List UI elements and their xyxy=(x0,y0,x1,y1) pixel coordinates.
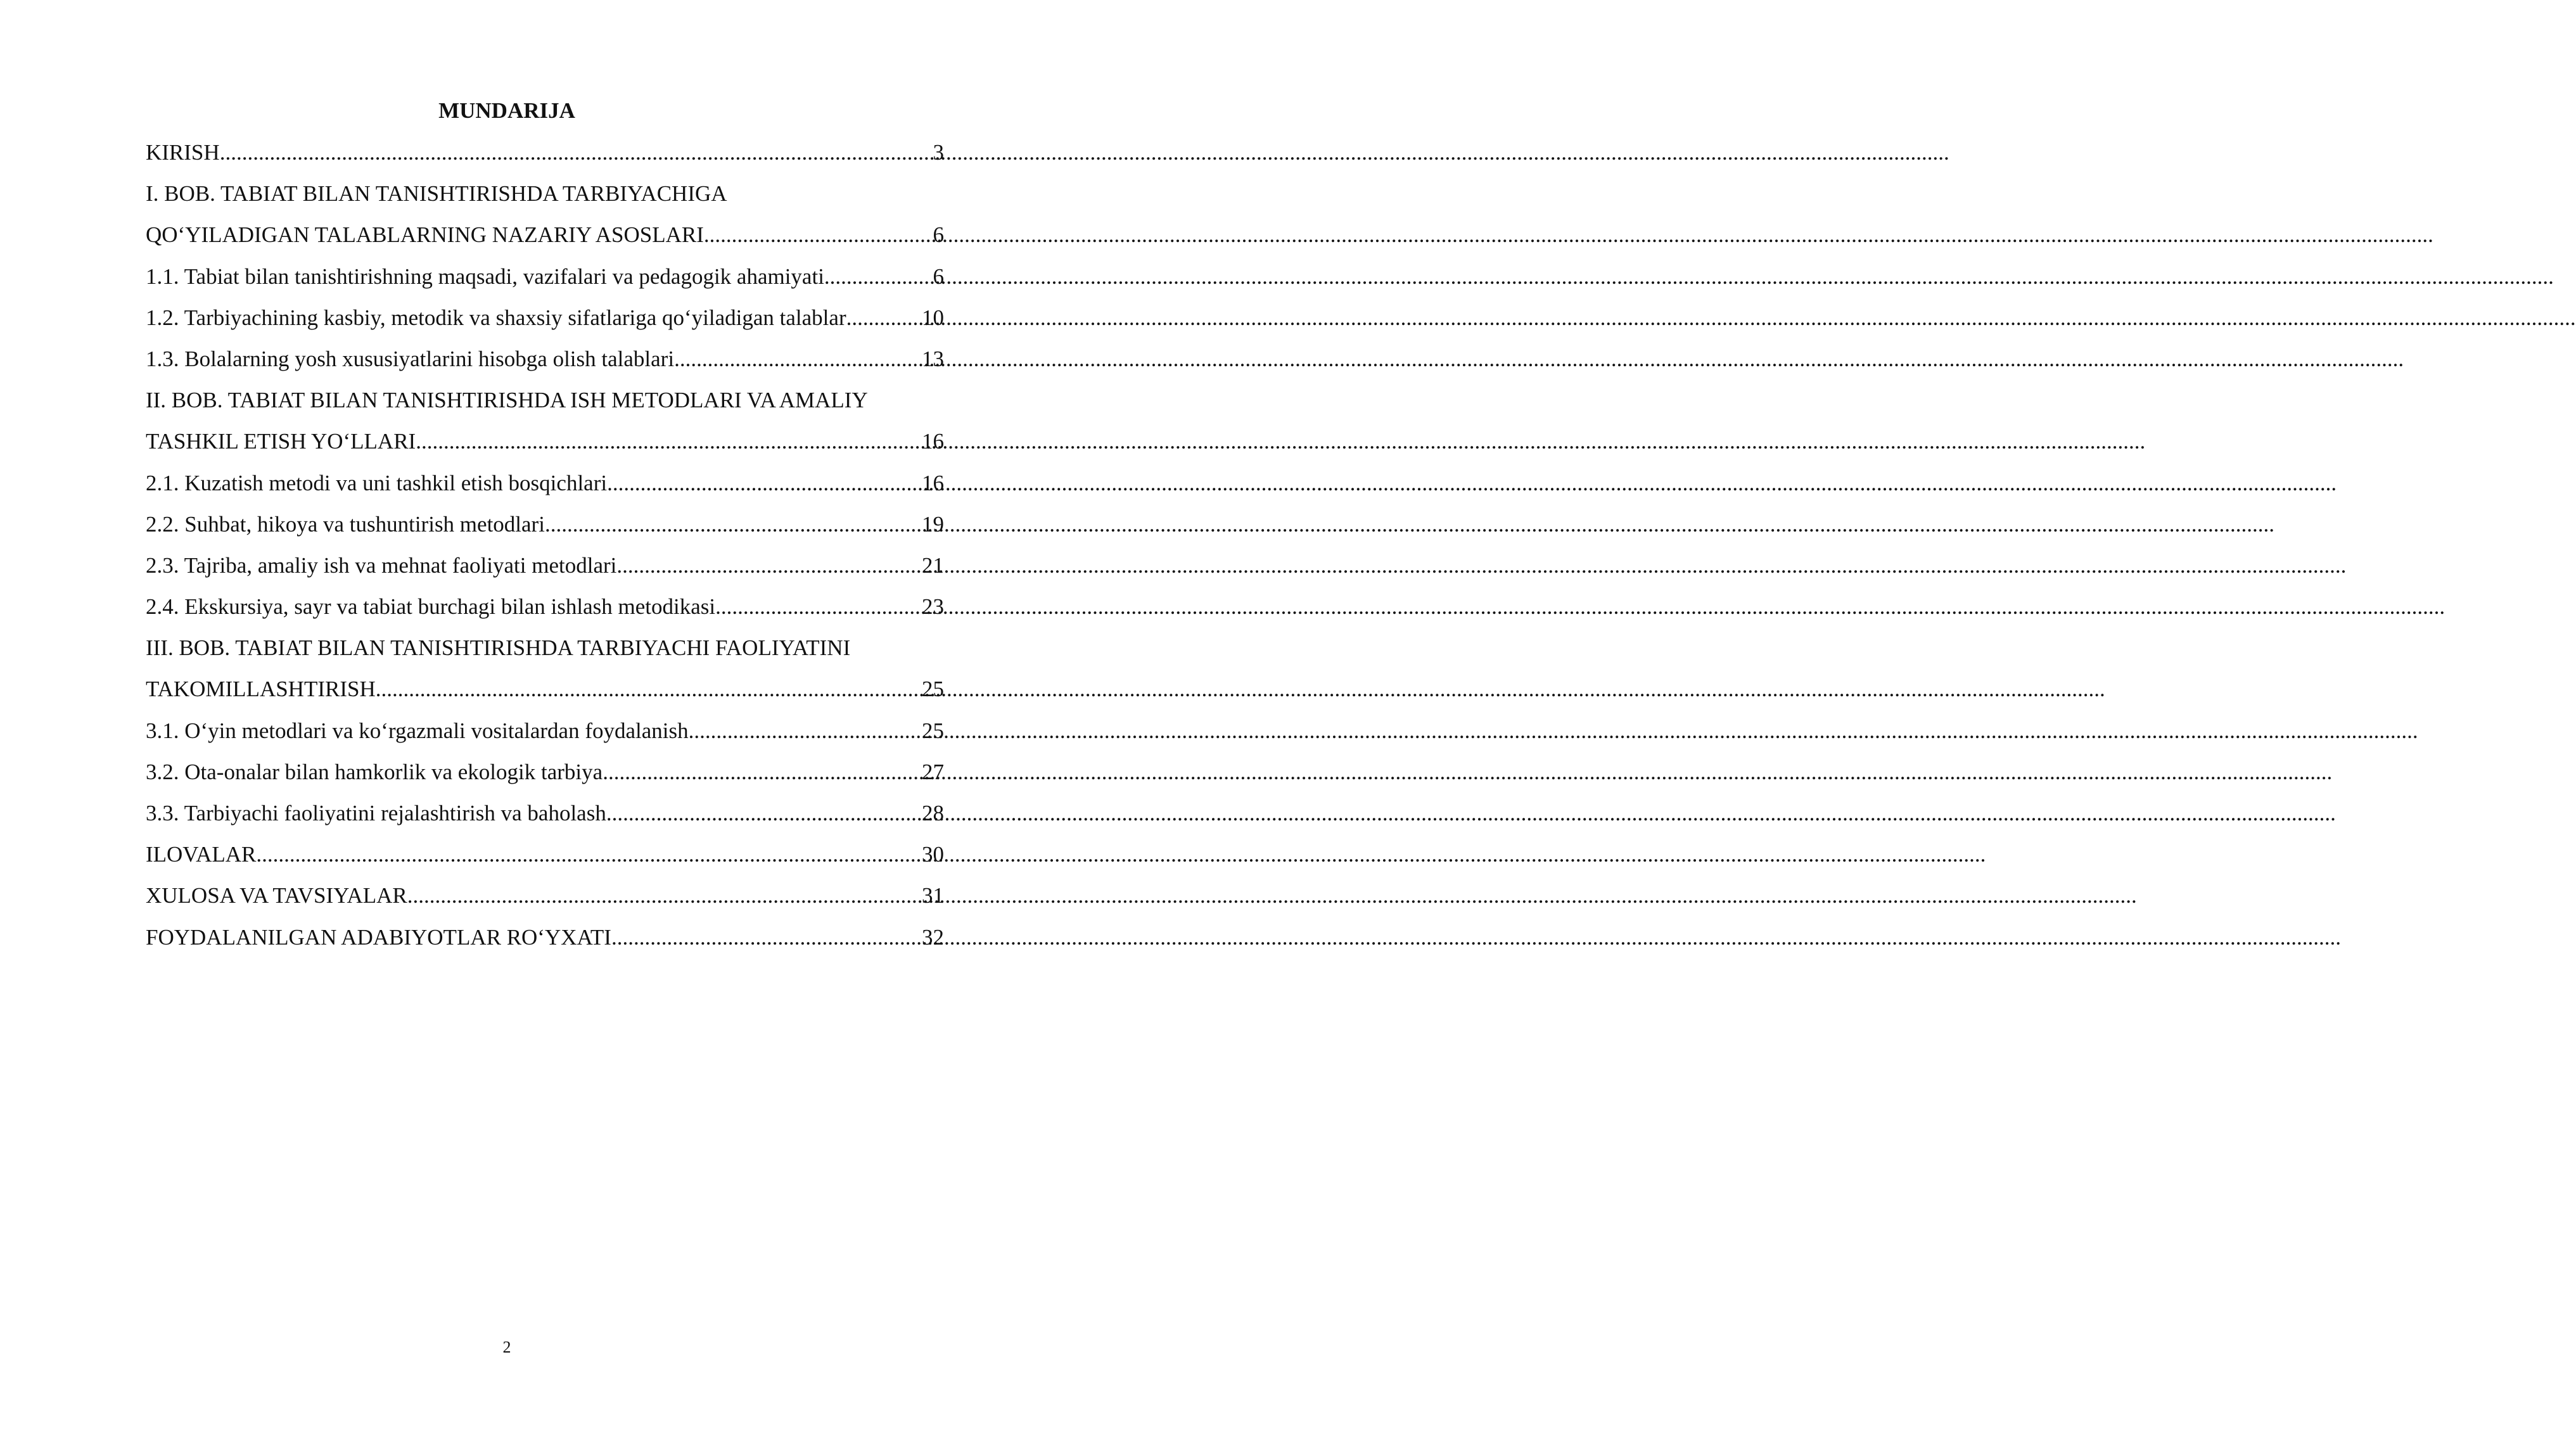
toc-entry-text: 3.1. O‘yin metodlari va ko‘rgazmali vositalardan foydalanish xyxy=(146,718,689,743)
toc-section-3-1 xyxy=(146,716,944,758)
document-page xyxy=(0,0,1014,1433)
toc-chapter-3 xyxy=(146,675,944,716)
toc-entry-text: QO‘YILADIGAN TALABLARNING NAZARIY ASOSLARI xyxy=(146,222,704,248)
toc-entry-page: 32 xyxy=(922,924,944,950)
toc-dot-leader xyxy=(606,799,922,828)
toc-entry-page: 16 xyxy=(922,429,944,454)
toc-dot-leader xyxy=(715,592,922,621)
toc-section-3-2 xyxy=(146,758,944,799)
toc-entry-kirish xyxy=(146,138,944,179)
toc-entry-page: 31 xyxy=(922,883,944,908)
toc-entry-page: 27 xyxy=(922,759,944,784)
toc-dot-leader xyxy=(689,716,922,746)
toc-section-2-2 xyxy=(146,510,944,551)
toc-chapter-3-heading: III. BOB. TABIAT BILAN TANISHTIRISHDA TARBIYACHI FAOLIYATINI xyxy=(146,635,851,661)
toc-entry-text: TAKOMILLASHTIRISH xyxy=(146,677,376,702)
toc-section-3-3 xyxy=(146,799,944,840)
toc-dot-leader xyxy=(846,303,922,333)
toc-entry-page: 13 xyxy=(922,346,944,371)
toc-dot-leader xyxy=(376,675,922,704)
toc-entry-text: 2.2. Suhbat, hikoya va tushuntirish metodlari xyxy=(146,511,545,537)
toc-dot-leader xyxy=(824,262,933,291)
toc-entry-page: 6 xyxy=(933,222,944,248)
toc-entry-page: 3 xyxy=(933,140,944,165)
toc-entry-text: 1.1. Tabiat bilan tanishtirishning maqsadi, vazifalari va pedagogik ahamiyati xyxy=(146,264,824,289)
toc-dot-leader xyxy=(607,469,922,498)
toc-entry-page: 6 xyxy=(933,264,944,289)
toc-entry-page: 25 xyxy=(922,677,944,702)
toc-dot-leader xyxy=(704,220,933,250)
toc-dot-leader xyxy=(674,345,922,374)
toc-section-1-1 xyxy=(146,262,944,303)
toc-entry-text: KIRISH xyxy=(146,140,220,165)
toc-dot-leader xyxy=(256,840,922,869)
toc-entry-page: 16 xyxy=(922,470,944,495)
page-number: 2 xyxy=(502,1338,511,1356)
toc-entry-page: 28 xyxy=(922,801,944,825)
toc-entry-text: 1.3. Bolalarning yosh xususiyatlarini hisobga olish talablari xyxy=(146,346,675,371)
toc-chapter-1-heading: I. BOB. TABIAT BILAN TANISHTIRISHDA TARBIYACHIGA xyxy=(146,181,727,207)
table-of-contents xyxy=(146,138,944,964)
toc-entry-text: 3.2. Ota-onalar bilan hamkorlik va ekologik tarbiya xyxy=(146,759,603,784)
toc-entry-adabiyotlar xyxy=(146,923,944,964)
toc-dot-leader xyxy=(407,881,922,910)
toc-dot-leader xyxy=(603,758,922,787)
toc-section-2-4 xyxy=(146,592,944,634)
toc-entry-page: 30 xyxy=(922,842,944,867)
toc-entry-xulosa xyxy=(146,881,944,922)
toc-entry-text: ILOVALAR xyxy=(146,842,257,867)
toc-entry-text: 2.4. Ekskursiya, sayr va tabiat burchagi bilan ishlash metodikasi xyxy=(146,594,716,620)
toc-dot-leader xyxy=(416,427,922,456)
toc-title: MUNDARIJA xyxy=(438,98,575,123)
toc-entry-text: FOYDALANILGAN ADABIYOTLAR RO‘YXATI xyxy=(146,924,611,950)
toc-entry-text: 3.3. Tarbiyachi faoliyatini rejalashtirish va baholash xyxy=(146,801,606,825)
toc-entry-page: 10 xyxy=(922,305,944,330)
toc-entry-page: 21 xyxy=(922,552,944,578)
toc-section-2-1 xyxy=(146,469,944,510)
toc-chapter-2-heading: II. BOB. TABIAT BILAN TANISHTIRISHDA ISH METODLARI VA AMALIY xyxy=(146,388,868,413)
toc-entry-text: TASHKIL ETISH YO‘LLARI xyxy=(146,429,416,454)
toc-dot-leader xyxy=(220,138,933,167)
toc-section-2-3 xyxy=(146,551,944,592)
toc-chapter-1 xyxy=(146,220,944,262)
toc-dot-leader xyxy=(545,510,922,539)
toc-entry-page: 23 xyxy=(922,594,944,620)
toc-dot-leader xyxy=(611,923,922,952)
toc-entry-page: 25 xyxy=(922,718,944,743)
toc-chapter-2 xyxy=(146,427,944,468)
toc-dot-leader xyxy=(616,551,922,580)
toc-section-1-3 xyxy=(146,345,944,386)
toc-section-1-2 xyxy=(146,303,944,345)
toc-entry-text: 2.3. Tajriba, amaliy ish va mehnat faoliyati metodlari xyxy=(146,552,617,578)
toc-entry-text: 2.1. Kuzatish metodi va uni tashkil etish bosqichlari xyxy=(146,470,608,495)
toc-entry-text: XULOSA VA TAVSIYALAR xyxy=(146,883,407,908)
toc-entry-text: 1.2. Tarbiyachining kasbiy, metodik va shaxsiy sifatlariga qo‘yiladigan talablar xyxy=(146,305,846,330)
toc-entry-page: 19 xyxy=(922,511,944,537)
toc-entry-ilovalar xyxy=(146,840,944,881)
